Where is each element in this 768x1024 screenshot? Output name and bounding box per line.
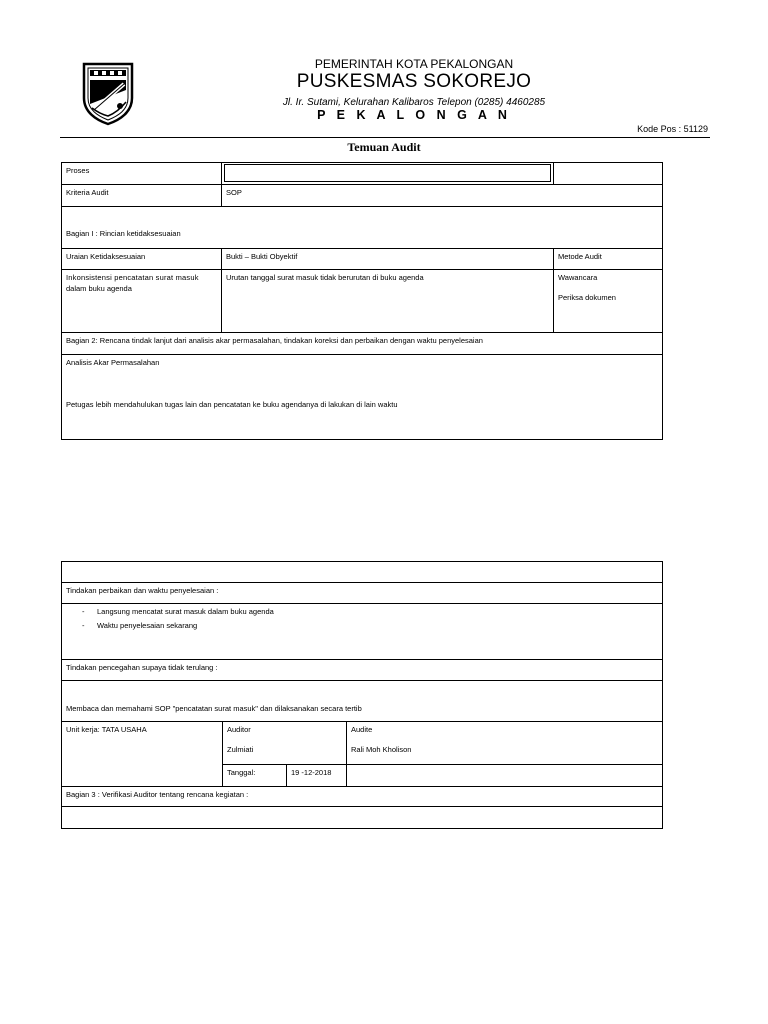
uraian-line1: Inkonsistensi pencatatan surat masuk bbox=[66, 273, 199, 282]
bagian3-heading: Bagian 3 : Verifikasi Auditor tentang rencana kegiatan : bbox=[66, 790, 249, 799]
proses-value-box bbox=[224, 164, 551, 182]
bullet1-mark: - bbox=[82, 607, 85, 616]
tanggal-label: Tanggal: bbox=[227, 768, 256, 777]
header-city: P E K A L O N G A N bbox=[317, 108, 511, 122]
pencegahan-text: Membaca dan memahami SOP "pencatatan surat masuk" dan dilaksanakan secara tertib bbox=[66, 704, 362, 713]
page-title: Temuan Audit bbox=[347, 140, 421, 154]
header-government: PEMERINTAH KOTA PEKALONGAN bbox=[314, 57, 514, 71]
bullet1-text: Langsung mencatat surat masuk dalam buku agenda bbox=[97, 607, 274, 616]
postal-code: Kode Pos : 51129 bbox=[637, 124, 708, 134]
col-uraian-header: Uraian Ketidaksesuaian bbox=[66, 252, 146, 261]
col-bukti-header: Bukti – Bukti Obyektif bbox=[226, 252, 298, 261]
tanggal-value: 19 -12-2018 bbox=[291, 768, 332, 777]
audite-name: Rali Moh Kholison bbox=[351, 745, 412, 754]
col-metode-header: Metode Audit bbox=[558, 252, 602, 261]
bagian1-heading: Bagian I : Rincian ketidaksesuaian bbox=[66, 229, 181, 238]
unit-kerja: Unit kerja: TATA USAHA bbox=[66, 725, 147, 734]
pencegahan-label: Tindakan pencegahan supaya tidak terulang : bbox=[66, 663, 218, 672]
metode-value-2: Periksa dokumen bbox=[558, 293, 616, 302]
bagian2-heading: Bagian 2: Rencana tindak lanjut dari analisis akar permasalahan, tindakan koreksi dan perbaikan dengan waktu penyelesaian bbox=[66, 336, 483, 345]
bullet2-text: Waktu penyelesaian sekarang bbox=[97, 621, 198, 630]
header-divider bbox=[60, 137, 710, 138]
tindakan-label: Tindakan perbaikan dan waktu penyelesaian : bbox=[66, 586, 219, 595]
kriteria-value: SOP bbox=[226, 188, 242, 197]
kriteria-label: Kriteria Audit bbox=[66, 188, 109, 197]
analisis-label: Analisis Akar Permasalahan bbox=[66, 358, 160, 367]
uraian-value bbox=[62, 270, 220, 297]
header-address: Jl. Ir. Sutami, Kelurahan Kalibaros Telepon (0285) 4460285 bbox=[282, 97, 546, 108]
auditor-label: Auditor bbox=[227, 725, 251, 734]
analisis-text: Petugas lebih mendahulukan tugas lain dan pencatatan ke buku agendanya di lakukan di lain waktu bbox=[66, 400, 398, 409]
bukti-value: Urutan tanggal surat masuk tidak berurutan di buku agenda bbox=[226, 273, 424, 282]
auditor-name: Zulmiati bbox=[227, 745, 254, 754]
header-institution: PUSKESMAS SOKOREJO bbox=[296, 71, 532, 92]
proses-label: Proses bbox=[66, 166, 90, 175]
audite-label: Audite bbox=[351, 725, 373, 734]
uraian-line2: dalam buku agenda bbox=[66, 284, 132, 294]
bullet2-mark: - bbox=[82, 621, 85, 630]
metode-value-1: Wawancara bbox=[558, 273, 598, 282]
